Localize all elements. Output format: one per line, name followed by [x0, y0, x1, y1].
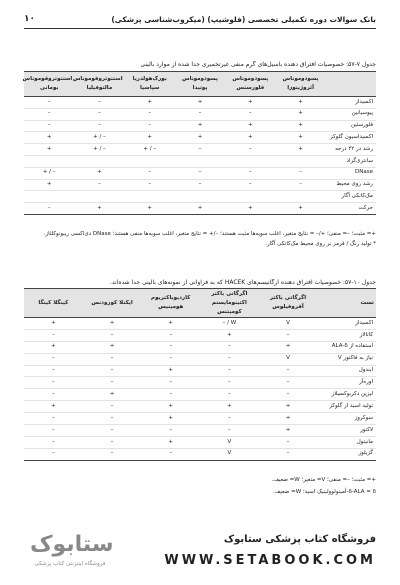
table-cell: –: [24, 108, 74, 120]
table-row: [24, 144, 376, 156]
table1-note: += مثبت؛ –= منفی؛ +/– = نتایج متغیر، اغلب سویه‌ها مثبت هستند؛ –/+ = نتایج متغیر، اغلب سویه‌ها منفی هستند؛ DNase دی‌اکسی ریبونوکلئاز.: [43, 231, 376, 237]
table-cell: –: [259, 436, 318, 448]
row-label: فلورسئین: [326, 120, 376, 132]
table-cell: –: [83, 425, 142, 437]
table-cell: –: [24, 365, 83, 377]
table-cell: +: [83, 318, 142, 330]
table-cell: –: [141, 425, 200, 437]
table-cell: –: [74, 97, 124, 109]
table2-caption: جدول ۱۰-۵۷: خصوصیات افتراق دهنده ارگانیسم‌های HACEK که به فراوانی از نمونه‌های بالینی جدا شده‌اند.: [109, 279, 376, 286]
table-cell: +: [259, 413, 318, 425]
table-cell: +: [275, 203, 325, 215]
table-cell: –: [83, 365, 142, 377]
table-cell: –: [275, 179, 325, 191]
table-row: [24, 436, 376, 448]
table-cell: –: [141, 329, 200, 341]
table-row: [24, 401, 376, 413]
table-row: [24, 318, 376, 330]
row-label: کاتالاز: [317, 329, 376, 341]
table-cell: –: [74, 179, 124, 191]
table-cell: –: [259, 329, 318, 341]
table-row: [24, 425, 376, 437]
row-label: اوره‌آز: [317, 377, 376, 389]
table-cell: –: [175, 144, 225, 156]
table-row: [24, 389, 376, 401]
table-cell: –: [259, 389, 318, 401]
column-header: [326, 72, 376, 97]
table-cell: +: [175, 203, 225, 215]
table-cell: –: [225, 179, 275, 191]
row-label: استفاده از ALA-δ: [317, 341, 376, 353]
table-row: [24, 413, 376, 425]
table-cell: –: [83, 436, 142, 448]
table-cell: –: [125, 179, 175, 191]
table-cell: –: [141, 377, 200, 389]
table-cell: –: [24, 120, 74, 132]
table-cell: V: [259, 318, 318, 330]
table-cell: –: [83, 413, 142, 425]
column-header: تست: [317, 289, 376, 318]
table-row: [24, 155, 376, 167]
column-header: استنوتروفوموناس مالتوفیلیا: [74, 72, 124, 97]
table-cell: [125, 191, 175, 203]
table-cell: – / +: [74, 144, 124, 156]
table-cell: +: [125, 97, 175, 109]
table-cell: +: [24, 132, 74, 144]
row-label: مانیتول: [317, 436, 376, 448]
table-cell: +: [275, 108, 325, 120]
table-cell: V: [200, 436, 259, 448]
table-cell: –: [141, 341, 200, 353]
table-cell: –: [24, 203, 74, 215]
running-title: بانک سوالات دوره تکمیلی تخصصی (فلوشیپ) (میکروب‌شناسی پزشکی): [111, 15, 376, 24]
table-cell: –: [141, 448, 200, 460]
table-cell: +: [175, 120, 225, 132]
table1-footnote: * تولید رنگ / قرمز بر روی محیط مک‌کانکی آگار.: [265, 241, 376, 247]
table-row: [24, 329, 376, 341]
table-cell: [125, 155, 175, 167]
table1-caption: جدول ۷-۵۷: خصوصیات افتراق دهنده باسیل‌های گرم منفی غیرتخمیری جدا شده از موارد بالینی: [140, 61, 376, 68]
row-label: لیزین دکربوکسیلاز: [317, 389, 376, 401]
table-cell: –: [200, 353, 259, 365]
table-cell: +: [275, 120, 325, 132]
row-label: اکسیداز: [326, 97, 376, 109]
table-cell: +: [200, 329, 259, 341]
table-cell: –: [83, 353, 142, 365]
table-cell: +: [275, 97, 325, 109]
table-cell: – / +: [74, 132, 124, 144]
row-label: نیاز به فاکتور V: [317, 353, 376, 365]
row-label: سوکروز: [317, 413, 376, 425]
table-cell: –: [24, 377, 83, 389]
table-cell: +: [141, 365, 200, 377]
table-cell: +: [83, 389, 142, 401]
row-label: سانتری‌گراد: [326, 155, 376, 167]
column-header: اگرگاتی باکتر اکتینومایستم کومیتنس: [200, 289, 259, 318]
row-label: اکسیداسیون گلوکز: [326, 132, 376, 144]
table-cell: –: [175, 179, 225, 191]
column-header: پسودوموناس پوتیدا: [175, 72, 225, 97]
table-cell: +: [225, 97, 275, 109]
table-cell: +: [24, 318, 83, 330]
row-label: پیوسیانین: [326, 108, 376, 120]
table-cell: – / +: [24, 167, 74, 179]
table-row: [24, 365, 376, 377]
row-label: گزیلوز: [317, 448, 376, 460]
table-cell: [74, 155, 124, 167]
table-row: [24, 353, 376, 365]
table-cell: –: [225, 108, 275, 120]
table-cell: +: [200, 401, 259, 413]
row-label: رشد در ۴۲ درجه: [326, 144, 376, 156]
table-cell: V: [259, 353, 318, 365]
table-cell: +: [259, 401, 318, 413]
table-cell: [24, 155, 74, 167]
table-row: [24, 341, 376, 353]
table2-note: += مثبت؛ –= منفی؛ V= متغیر؛ W= ضعیف.: [271, 477, 376, 483]
column-header: کاردیوباکتریوم هومینیس: [141, 289, 200, 318]
table-cell: –: [259, 448, 318, 460]
table2: [24, 288, 376, 461]
table-cell: +: [225, 132, 275, 144]
table-cell: [225, 155, 275, 167]
table-cell: [175, 155, 225, 167]
header-row: [24, 72, 376, 97]
table-cell: [175, 191, 225, 203]
row-label: مک‌کانکی آگار: [326, 191, 376, 203]
table-cell: +: [175, 132, 225, 144]
column-header: ایکنلا کورودنس: [83, 289, 142, 318]
table-cell: +: [275, 144, 325, 156]
table-cell: +: [225, 120, 275, 132]
table-cell: +: [225, 203, 275, 215]
row-label: لاکتوز: [317, 425, 376, 437]
table-cell: –: [200, 377, 259, 389]
table-cell: +: [24, 179, 74, 191]
table-cell: –: [259, 377, 318, 389]
column-header: اگرگاتی باکتر آفروفیلوس: [259, 289, 318, 318]
table-cell: –: [83, 377, 142, 389]
table-cell: [275, 155, 325, 167]
table-cell: –: [83, 401, 142, 413]
table-cell: +: [24, 341, 83, 353]
table-cell: –: [259, 365, 318, 377]
table-cell: –: [74, 108, 124, 120]
store-logo[interactable]: [30, 530, 114, 572]
shop-name: فروشگاه کتاب پزشکی ستابوک: [223, 534, 376, 545]
table-cell: –: [175, 108, 225, 120]
table-cell: +: [275, 132, 325, 144]
table-cell: –: [141, 353, 200, 365]
row-label: تولید اسید از گلوکز: [317, 401, 376, 413]
table-cell: –: [24, 329, 83, 341]
footer-banner: [0, 520, 400, 585]
row-label: رشد روی محیط: [326, 179, 376, 191]
table-cell: [74, 191, 124, 203]
table2-footnote: δ-ALA = δ-آمینولوولینیک اسید؛ W= ضعیف.: [272, 489, 376, 495]
logo-subtitle: فروشگاه اینترنتی کتاب پزشکی: [34, 561, 106, 567]
table-cell: +: [259, 341, 318, 353]
table-row: [24, 108, 376, 120]
header-row: [24, 289, 376, 318]
table-cell: +: [141, 401, 200, 413]
page-header: [24, 14, 376, 29]
row-label: اکسیداز: [317, 318, 376, 330]
row-label: حرکت: [326, 203, 376, 215]
table-row: [24, 120, 376, 132]
table-cell: –: [175, 167, 225, 179]
table-cell: +: [125, 203, 175, 215]
table-row: [24, 191, 376, 203]
table-row: [24, 97, 376, 109]
column-header: پسودوموناس آئروژینوزا: [275, 72, 325, 97]
table-cell: –: [200, 413, 259, 425]
table-cell: +: [74, 203, 124, 215]
column-header: استنوتروفوموناس بومانی: [24, 72, 74, 97]
table-cell: +: [175, 97, 225, 109]
shop-url[interactable]: WWW.SETABOOK.COM: [164, 553, 376, 568]
table1: [24, 71, 376, 215]
table-cell: –: [24, 97, 74, 109]
table-cell: –: [275, 167, 325, 179]
table-row: [24, 377, 376, 389]
table-row: [24, 179, 376, 191]
table-cell: [275, 191, 325, 203]
table-cell: –: [24, 436, 83, 448]
table-cell: –: [200, 425, 259, 437]
table-cell: –: [125, 120, 175, 132]
table-cell: +: [141, 318, 200, 330]
table-cell: –: [24, 389, 83, 401]
table-cell: –: [125, 167, 175, 179]
table-cell: –: [83, 448, 142, 460]
table-cell: +: [74, 167, 124, 179]
column-header: پسودوموناس فلورسنس: [225, 72, 275, 97]
table-cell: +: [125, 132, 175, 144]
table-cell: –: [24, 413, 83, 425]
table-cell: +: [83, 341, 142, 353]
table-row: [24, 203, 376, 215]
table-cell: +: [141, 436, 200, 448]
table-row: [24, 448, 376, 460]
table-cell: W / –: [200, 318, 259, 330]
logo-text: ستابوک: [30, 532, 114, 557]
row-label: ایندول: [317, 365, 376, 377]
table-cell: –: [200, 365, 259, 377]
table-cell: –: [24, 425, 83, 437]
table-row: [24, 167, 376, 179]
table-cell: [225, 191, 275, 203]
table-cell: – / +: [125, 144, 175, 156]
row-label: DNase: [326, 167, 376, 179]
column-header: کینگلا کینگا: [24, 289, 83, 318]
table-cell: +: [24, 144, 74, 156]
table-cell: +: [141, 413, 200, 425]
table-cell: V: [200, 448, 259, 460]
table-cell: –: [200, 389, 259, 401]
table-cell: –: [225, 144, 275, 156]
table-cell: –: [24, 448, 83, 460]
page-number: ۱۰: [24, 14, 35, 24]
table-cell: –: [125, 108, 175, 120]
column-header: بورک‌هولدریا سپاسیا: [125, 72, 175, 97]
table-row: [24, 132, 376, 144]
table-cell: [24, 191, 74, 203]
table-cell: –: [24, 353, 83, 365]
table-cell: –: [200, 341, 259, 353]
table-cell: +: [259, 425, 318, 437]
table-cell: +: [24, 401, 83, 413]
table-cell: –: [74, 120, 124, 132]
table-cell: –: [141, 389, 200, 401]
table-cell: –: [83, 329, 142, 341]
table-cell: –: [225, 167, 275, 179]
